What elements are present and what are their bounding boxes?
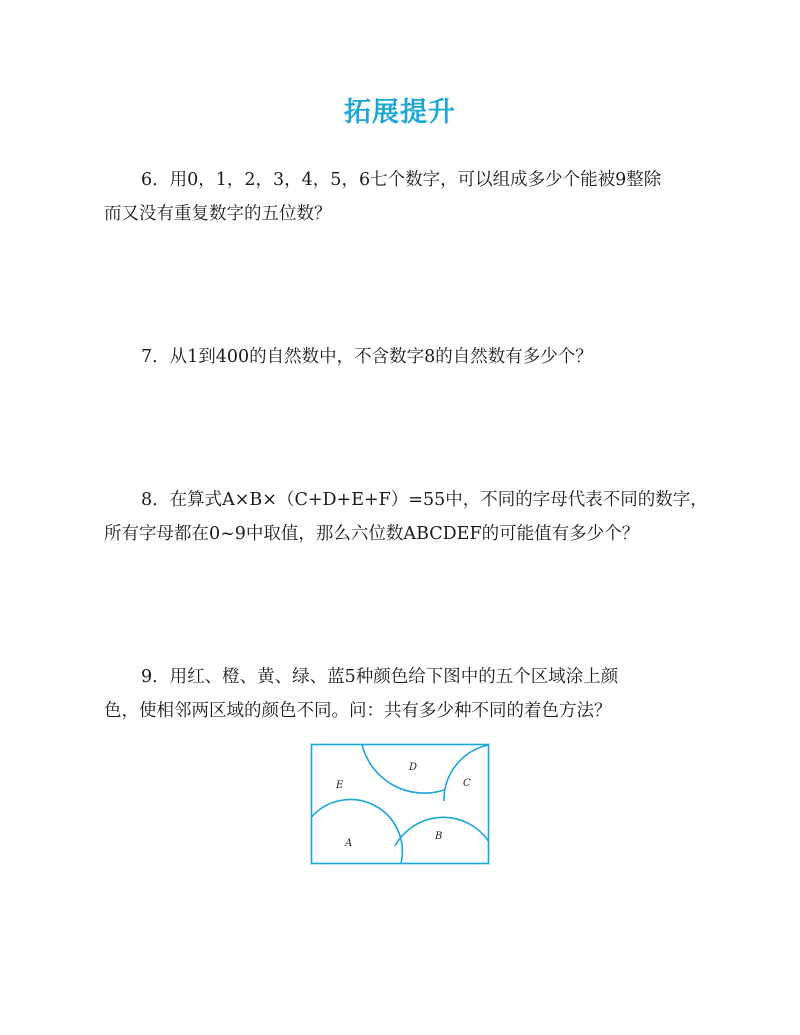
- problem-8-line-1: 8．在算式A×B×（C+D+E+F）=55中，不同的字母代表不同的数字，: [141, 490, 708, 510]
- problem-9-line-2: 色，使相邻两区域的颜色不同。问：共有多少种不同的着色方法？: [104, 701, 612, 721]
- problem-6-line-1: 6．用0，1，2，3，4，5，6七个数字，可以组成多少个能被9整除: [141, 170, 662, 190]
- region-coloring-figure: [310, 743, 490, 865]
- region-label-d: D: [409, 762, 418, 773]
- section-title: 拓展提升: [344, 97, 456, 128]
- problem-7-line-1: 7．从1到400的自然数中，不含数字8的自然数有多少个？: [141, 347, 593, 367]
- problem-7: [104, 340, 704, 374]
- problem-9-line-1: 9．用红、橙、黄、绿、蓝5种颜色给下图中的五个区域涂上颜: [141, 667, 619, 687]
- outer-frame: [312, 745, 489, 864]
- arc-a-top: [312, 800, 403, 864]
- region-label-a: A: [345, 838, 353, 849]
- arc-d-top: [362, 745, 444, 794]
- problem-9: [104, 660, 704, 728]
- problem-6: [104, 163, 704, 231]
- region-label-b: B: [435, 831, 443, 842]
- problem-8: [104, 483, 708, 551]
- arc-c-left: [444, 745, 489, 801]
- problem-6-line-2: 而又没有重复数字的五位数？: [104, 204, 332, 224]
- region-diagram: [310, 743, 490, 865]
- region-label-e: E: [336, 780, 344, 791]
- region-label-c: C: [463, 778, 471, 789]
- problem-8-line-2: 所有字母都在0~9中取值，那么六位数ABCDEF的可能值有多少个？: [104, 524, 640, 544]
